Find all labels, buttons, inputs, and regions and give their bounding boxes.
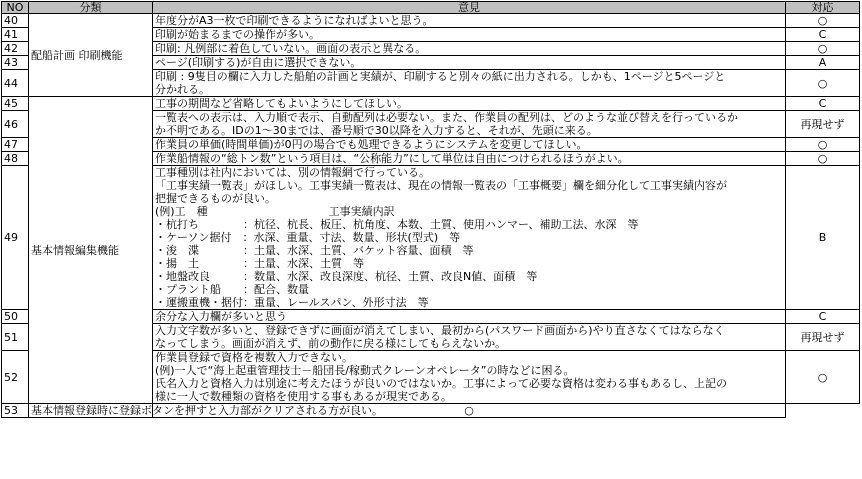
opinion-line: ・杭打ち ：杭径、杭長、板圧、杭角度、本数、土質、使用ハンマー、補助工法、水深 等: [155, 218, 639, 231]
header-row: [2, 2, 860, 14]
opinion-line: 分かれる。: [155, 83, 210, 96]
opinion-line: ・運搬重機・据付：重量、レールスパン、外形寸法 等: [155, 296, 429, 309]
row-status: 再現せず: [786, 111, 860, 138]
opinion-line: 年度分がA3一枚で印刷できるようになればよいと思う。: [155, 14, 434, 27]
row-status: ○: [786, 42, 860, 56]
row-no: 41: [2, 28, 29, 42]
opinion-line: か不明である。IDの1～30までは、番号順で30以降を入力すると、それが、先頭に来る。: [155, 124, 598, 137]
row-no: 44: [2, 70, 29, 97]
header-no: NO: [2, 2, 29, 14]
row-opinion: [153, 14, 786, 28]
row-status: C: [786, 28, 860, 42]
opinion-line: 入力文字数が多いと、登録できずに画面が消えてしまい、最初から(パスワード画面から)やり直さなくてはならなく: [155, 324, 725, 337]
opinion-line: 印刷: 凡例部に着色していない。画面の表示と異なる。: [155, 42, 427, 55]
row-opinion: [153, 351, 786, 404]
row-status: C: [786, 310, 860, 324]
header-opinion: 意見: [153, 2, 786, 14]
row-opinion: [153, 42, 786, 56]
row-opinion: [153, 70, 786, 97]
opinion-line: ・揚 土 ：土量、水深、土質 等: [155, 257, 364, 270]
row-status: ○: [786, 14, 860, 28]
row-no: 43: [2, 56, 29, 70]
row-no: 49: [2, 166, 29, 310]
opinion-line: なってしまう。画面が消えず、前の動作に戻る様にしてもらえないか。: [155, 337, 507, 350]
opinion-line: (例)工 種 工事実績内訳: [155, 205, 395, 218]
table-row: [2, 404, 860, 418]
opinion-line: ・浚 渫 ：土量、水深、土質、バケット容量、面積 等: [155, 244, 474, 257]
opinion-line: ・プラント船 ：配合、数量: [155, 283, 309, 296]
row-opinion: [153, 152, 786, 166]
opinion-table: [1, 1, 860, 418]
opinion-line: 印刷が始まるまでの操作が多い。: [155, 28, 320, 41]
row-status: ○: [786, 70, 860, 97]
opinion-line: 氏名入力と資格入力は別途に考えたほうが良いのではないか。工事によって必要な資格は変わる事もあるし、上記の: [155, 377, 727, 390]
opinion-line: ページ(印刷する)が自由に選択できない。: [155, 56, 362, 69]
opinion-line: 基本情報登録時に登録ボタンを押すと入力部がクリアされる方が良い。: [31, 404, 383, 417]
row-status: ○: [786, 152, 860, 166]
row-no: 52: [2, 351, 29, 404]
row-opinion: [153, 310, 786, 324]
row-opinion: [153, 138, 786, 152]
row-no: 51: [2, 324, 29, 351]
opinion-line: 作業員登録で資格を複数入力できない。: [155, 351, 353, 364]
row-status: ○: [786, 138, 860, 152]
opinion-line: 作業員の単価(時間単価)が0円の場合でも処理できるようにシステムを変更してほしい。: [155, 138, 588, 151]
row-status: B: [786, 166, 860, 310]
category-print: 配船計画 印刷機能: [29, 14, 153, 97]
row-opinion: [153, 111, 786, 138]
row-status: ○: [153, 404, 786, 418]
row-status: ○: [786, 351, 860, 404]
row-opinion: [153, 97, 786, 111]
row-no: 47: [2, 138, 29, 152]
row-opinion: [153, 56, 786, 70]
opinion-line: ・ケーソン据付 ：水深、重量、寸法、数量、形状(型式) 等: [155, 231, 461, 244]
row-no: 46: [2, 111, 29, 138]
row-status: 再現せず: [786, 324, 860, 351]
opinion-line: (例)一人で“海上起重管理技士－船団長/稼動式クレーンオペレータ”の時などに困る。: [155, 364, 575, 377]
opinion-line: 工事種別は社内においては、別の情報網で行っている。: [155, 166, 430, 179]
opinion-line: 作業船情報の“総トン数”という項目は、“公称能力”にして単位は自由につけられるほうがよい。: [155, 152, 629, 165]
row-no: 50: [2, 310, 29, 324]
row-no: 42: [2, 42, 29, 56]
opinion-line: 一覧表への表示は、入力順で表示、自動配列は必要ない。また、作業員の配列は、どのような並び替えを行っているか: [155, 111, 738, 124]
opinion-line: 様に一人で数種類の資格を使用する事もあるが現実である。: [155, 390, 452, 403]
row-status: C: [786, 97, 860, 111]
header-status: 対応: [786, 2, 860, 14]
opinion-line: 余分な入力欄が多いと思う: [155, 310, 287, 323]
row-opinion: [153, 324, 786, 351]
row-status: A: [786, 56, 860, 70]
category-basic: 基本情報編集機能: [29, 97, 153, 404]
header-category: 分類: [29, 2, 153, 14]
opinion-line: 工事の期間など省略してもよいようにしてほしい。: [155, 97, 408, 110]
row-no: 40: [2, 14, 29, 28]
row-no: 48: [2, 152, 29, 166]
table-row: [2, 97, 860, 111]
row-no: 53: [2, 404, 29, 418]
opinion-line: ・地盤改良 ：数量、水深、改良深度、杭径、土質、改良N値、面積 等: [155, 270, 538, 283]
opinion-line: 「工事実績一覧表」がほしい。工事実績一覧表は、現在の情報一覧表の「工事概要」欄を細分化して工事実績内容が: [155, 179, 727, 192]
row-opinion: [29, 404, 383, 418]
row-opinion: [153, 28, 786, 42]
opinion-line: 把握できるものが良い。: [155, 192, 276, 205]
opinion-line: 印刷 : 9隻目の欄に入力した船舶の計画と実績が、印刷すると別々の紙に出力される。しかも、1ページと5ページと: [155, 70, 726, 83]
row-no: 45: [2, 97, 29, 111]
row-opinion: [153, 166, 786, 310]
table-row: [2, 14, 860, 28]
